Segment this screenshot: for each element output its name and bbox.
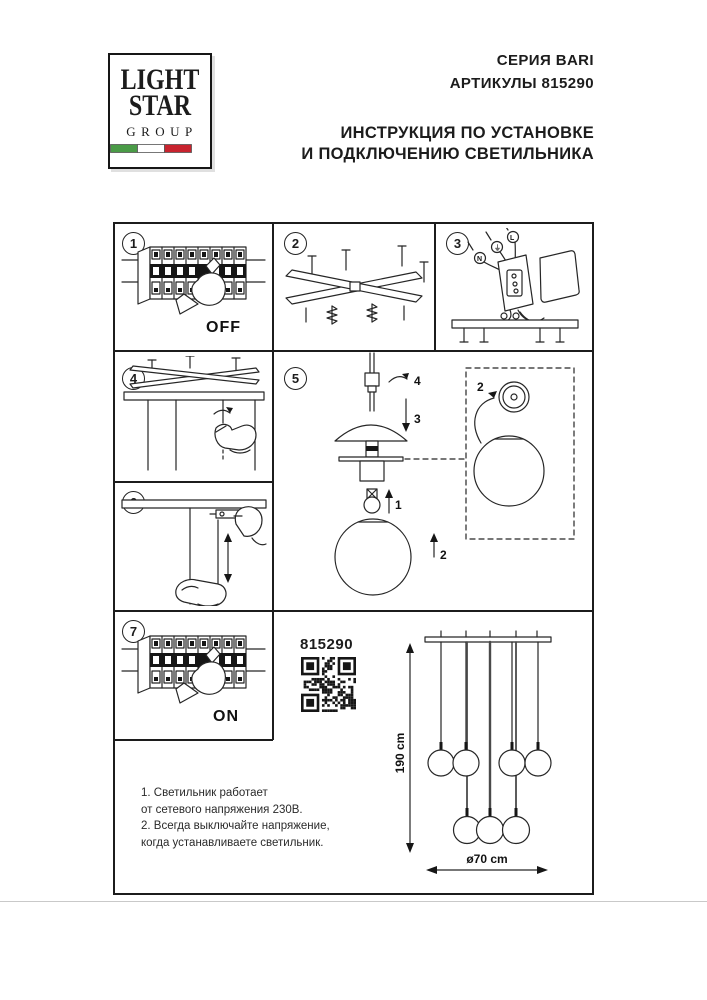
up-arrow-1 bbox=[385, 489, 402, 513]
step5-label-2: 2 bbox=[440, 548, 447, 562]
step5-number: 5 bbox=[284, 367, 307, 390]
down-arrow-3 bbox=[402, 399, 421, 432]
step4-number: 4 bbox=[122, 367, 145, 390]
ceiling-plate bbox=[124, 392, 264, 400]
breaker-switch-band bbox=[150, 264, 246, 278]
hand-with-tool-icon bbox=[214, 407, 256, 453]
flag-green bbox=[111, 145, 138, 153]
step3-illustration-wiring bbox=[440, 228, 590, 346]
note-line-1: 1. Светильник работает bbox=[141, 787, 268, 799]
grid-line-step7 bbox=[113, 739, 273, 741]
step1-illustration-breaker-off bbox=[118, 228, 268, 346]
up-arrow-2 bbox=[430, 533, 447, 562]
step7-illustration-breaker-on bbox=[118, 617, 268, 735]
step5-label-4: 4 bbox=[414, 374, 421, 388]
diameter-value: ø70 cm bbox=[466, 852, 508, 866]
rotate-arrow-4 bbox=[389, 373, 421, 388]
anchors bbox=[306, 304, 404, 324]
flag-red bbox=[165, 145, 192, 153]
shade-cone bbox=[335, 425, 407, 441]
note-line-3: 2. Всегда выключайте напряжение, bbox=[141, 820, 330, 832]
collar-plate bbox=[339, 457, 403, 461]
logo-word-group: GROUP bbox=[126, 124, 198, 139]
canopy-plate bbox=[425, 631, 551, 642]
height-dimension bbox=[393, 643, 414, 853]
grid-line-col2 bbox=[434, 222, 436, 351]
step4-illustration-mounting bbox=[118, 356, 268, 476]
grid-line-step4-6 bbox=[113, 481, 273, 483]
step6-illustration-adjust bbox=[118, 486, 268, 606]
cover-plate bbox=[540, 251, 579, 302]
wire-l-label: L bbox=[510, 235, 515, 242]
article-title: АРТИКУЛЫ 815290 bbox=[449, 75, 594, 92]
flag-white bbox=[138, 145, 165, 153]
on-label: ON bbox=[213, 708, 239, 725]
glass-globe bbox=[335, 519, 411, 595]
note-line-4: когда устанавливаете светильник. bbox=[141, 836, 324, 849]
page-bottom-edge bbox=[0, 901, 707, 902]
step5-label-1: 1 bbox=[395, 498, 402, 512]
product-article-number: 815290 bbox=[300, 636, 354, 653]
lightstar-logo bbox=[108, 53, 212, 169]
wire-n-label: N bbox=[477, 256, 483, 263]
detail-label-2: 2 bbox=[477, 380, 484, 394]
step5-label-3: 3 bbox=[414, 412, 421, 426]
hand-top-icon bbox=[234, 507, 266, 545]
page-title-line2: И ПОДКЛЮЧЕНИЮ СВЕТИЛЬНИКА bbox=[301, 145, 594, 163]
detail-globe bbox=[474, 436, 544, 506]
step2-illustration-bracket bbox=[278, 228, 430, 346]
page-title-line1: ИНСТРУКЦИЯ ПО УСТАНОВКЕ bbox=[340, 124, 594, 142]
grid-line-row2 bbox=[113, 610, 594, 612]
logo-word-star: STAR bbox=[128, 89, 192, 122]
note-line-2: от сетевого напряжения 230В. bbox=[141, 803, 303, 816]
lamp-bulb bbox=[364, 489, 380, 513]
step1-number: 1 bbox=[122, 232, 145, 255]
step5-illustration-assembly bbox=[273, 351, 594, 609]
diameter-dimension bbox=[426, 852, 548, 874]
breaker-switch-band bbox=[150, 653, 246, 667]
product-dimension-drawing bbox=[380, 625, 594, 887]
qr-code bbox=[301, 657, 356, 712]
safety-notes bbox=[141, 785, 341, 851]
wire-ground-label: ⏚ bbox=[494, 245, 501, 252]
up-down-arrow bbox=[224, 533, 232, 583]
cross-bracket bbox=[286, 246, 428, 324]
lower-globes bbox=[454, 817, 530, 844]
step2-number: 2 bbox=[284, 232, 307, 255]
socket-cup bbox=[360, 461, 384, 481]
height-value: 190 cm bbox=[393, 732, 407, 774]
ceiling-bar bbox=[452, 320, 578, 342]
page-title bbox=[301, 123, 594, 165]
logo-word-light: LIGHT bbox=[120, 63, 200, 96]
step7-number: 7 bbox=[122, 620, 145, 643]
bracket-above-ceiling bbox=[130, 356, 259, 388]
suspension-cable bbox=[365, 353, 379, 411]
italian-flag-icon bbox=[110, 144, 192, 153]
off-label: OFF bbox=[206, 319, 241, 336]
series-title: СЕРИЯ BARI bbox=[496, 52, 594, 69]
pendant-cords bbox=[441, 642, 538, 808]
step3-number: 3 bbox=[446, 232, 469, 255]
